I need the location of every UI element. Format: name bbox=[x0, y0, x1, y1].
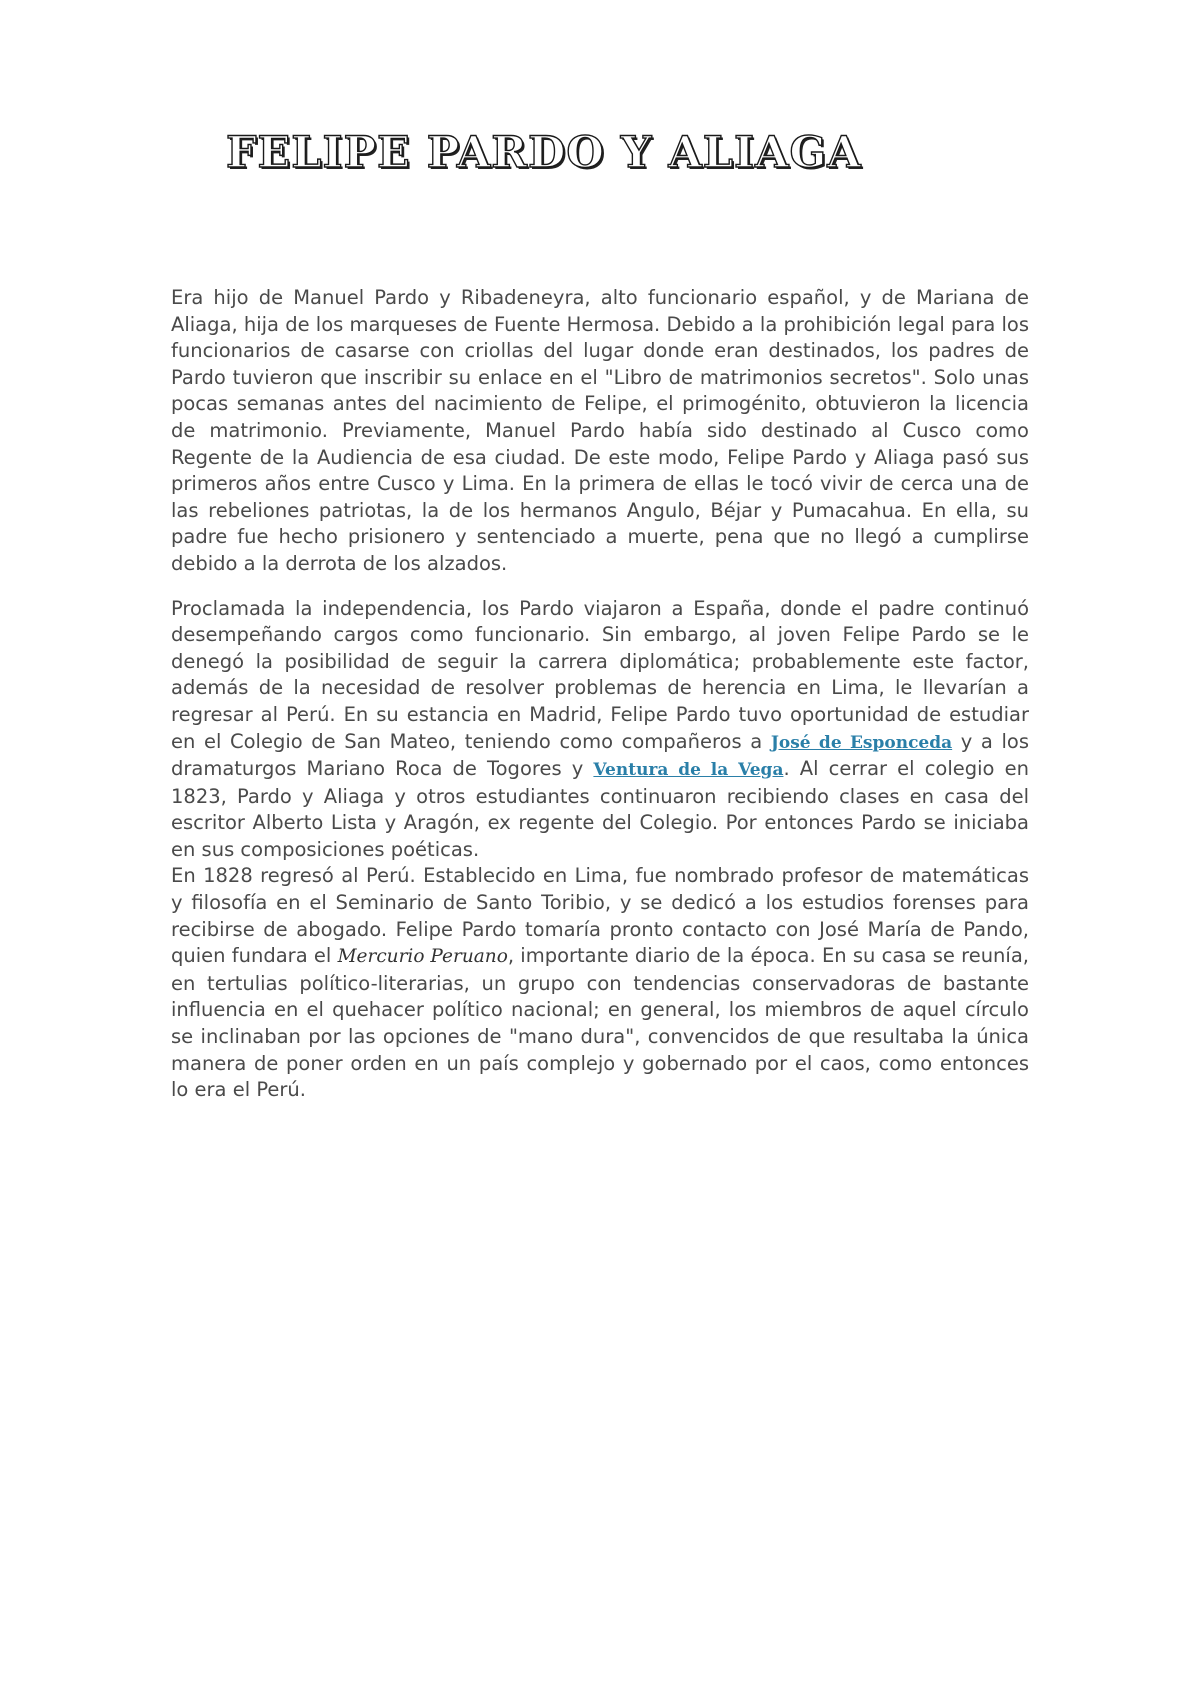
mercurio-peruano-title: Mercurio Peruano bbox=[337, 946, 508, 968]
paragraph-3-text-2: , importante diario de la época. En su casa se reunía, en tertulias político-literarias, un grupo con tendencias conservadoras de bastante influencia en el quehacer político nacional; en general, los miembros de aquel círculo se inclinaban por las opciones de "mano dura", convencidos de que resultaba la única manera de poner orden en un país complejo y gobernado por el caos, como entonces lo era el Perú. bbox=[171, 944, 1029, 1102]
paragraph-2-text-2: y a los dramaturgos Mariano Roca de Togores y bbox=[171, 729, 1029, 781]
paragraph-1: Era hijo de Manuel Pardo y Ribadeneyra, alto funcionario español, y de Mariana de Aliaga, hija de los marqueses de Fuente Hermosa. Debido a la prohibición legal para los funcionarios de casarse con criollas del lugar donde eran destinados, los padres de Pardo tuvieron que inscribir su enlace en el "Libro de matrimonios secretos". Solo unas pocas semanas antes del nacimiento de Felipe, el primogénito, obtuvieron la licencia de matrimonio. Previamente, Manuel Pardo había sido destinado al Cusco como Regente de la Audiencia de esa ciudad. De este modo, Felipe Pardo y Aliaga pasó sus primeros años entre Cusco y Lima. En la primera de ellas le tocó vivir de cerca una de las rebeliones patriotas, la de los hermanos Angulo, Béjar y Pumacahua. En ella, su padre fue hecho prisionero y sentenciado a muerte, pena que no llegó a cumplirse debido a la derrota de los alzados. bbox=[171, 286, 1029, 575]
paragraph-2-text-3: . Al cerrar el colegio en 1823, Pardo y Aliaga y otros estudiantes continuaron recibiendo clases en casa del escritor Alberto Lista y Aragón, ex regente del Colegio. Por entonces Pardo se iniciaba en sus composiciones poéticas. bbox=[171, 757, 1029, 861]
link-ventura-de-la-vega[interactable]: Ventura de la Vega bbox=[593, 760, 784, 781]
link-jose-de-esponceda[interactable]: José de Esponceda bbox=[770, 732, 953, 753]
document-body bbox=[171, 285, 1029, 1104]
paragraph-2-text-1: Proclamada la independencia, los Pardo viajaron a España, donde el padre continuó desempeñando cargos como funcionario. Sin embargo, al joven Felipe Pardo se le denegó la posibilidad de seguir la carrera diplomática; probablemente este factor, además de la necesidad de resolver problemas de herencia en Lima, le llevarían a regresar al Perú. En su estancia en Madrid, Felipe Pardo tuvo oportunidad de estudiar en el Colegio de San Mateo, teniendo como compañeros a bbox=[171, 596, 1029, 753]
page-title: FELIPE PARDO Y ALIAGA bbox=[226, 128, 862, 178]
paragraph-2 bbox=[171, 596, 1029, 864]
paragraph-3-text-1: En 1828 regresó al Perú. Establecido en Lima, fue nombrado profesor de matemáticas y filosofía en el Seminario de Santo Toribio, y se dedicó a los estudios forenses para recibirse de abogado. Felipe Pardo tomaría pronto contacto con José María de Pando, quien fundara el bbox=[171, 864, 1029, 968]
paragraph-3 bbox=[171, 863, 1029, 1103]
